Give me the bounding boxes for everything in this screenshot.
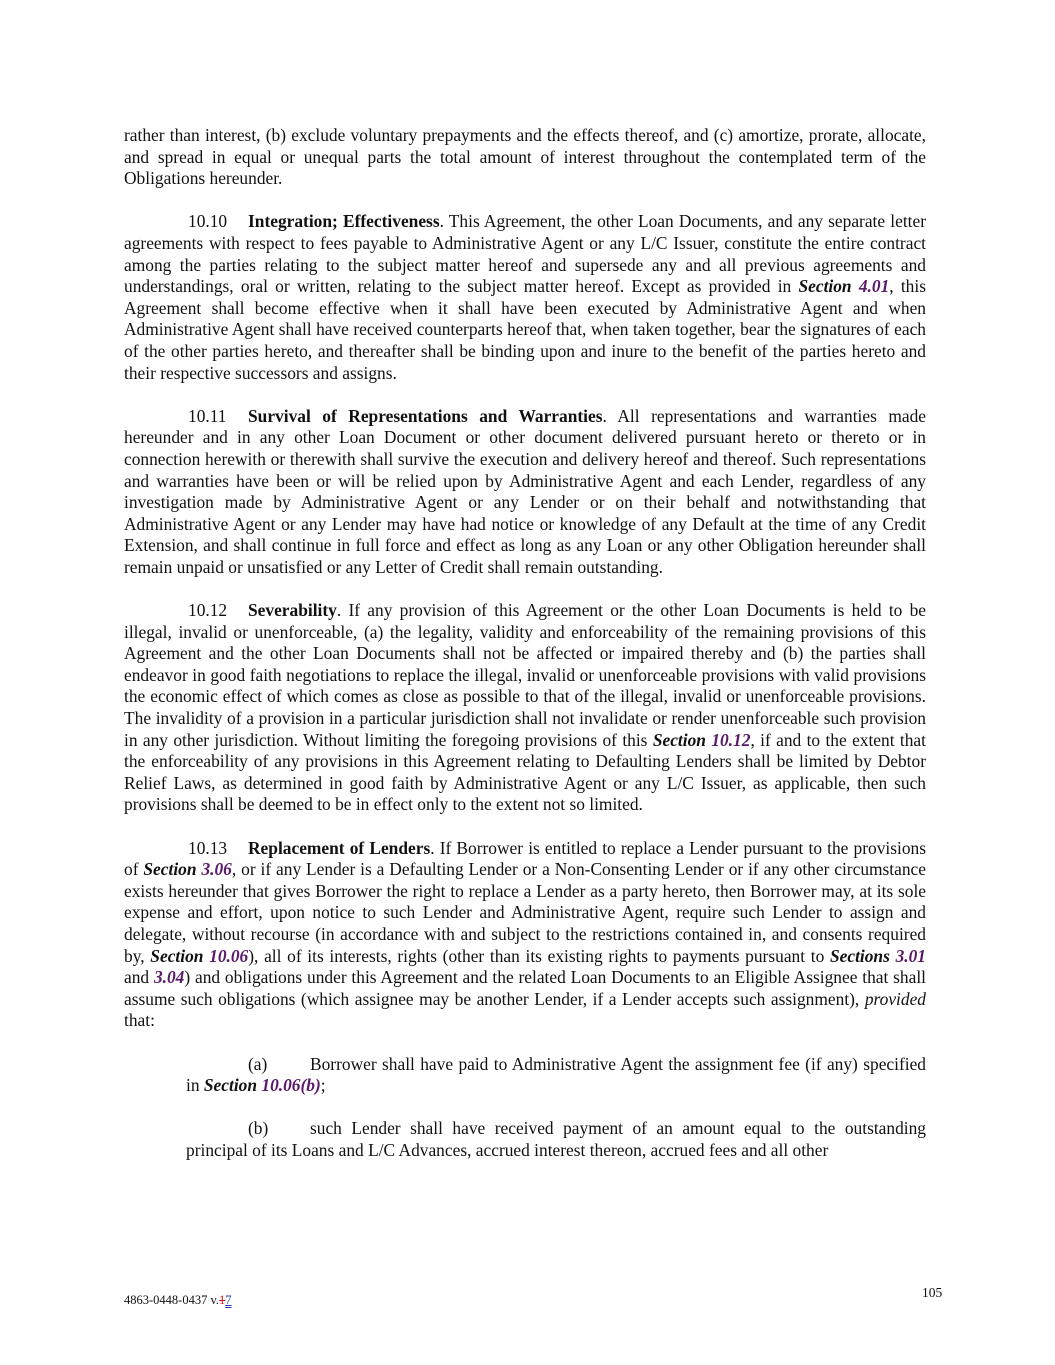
paragraph-text: , or if any Lender is a Defaulting Lender or a Non-Consenting Lender or if any other circumstance exists hereunder that gives Borrower the right to replace a Lender as a party hereto, then Borrower may, at its sole expense and effort, upon notice to such Lender and Administrative Agent, require such Lender to assign and delegate, without recourse (in accordance with and subject to the restrictions contained in, and consents required by, [124, 859, 926, 966]
xref-label: Sections [829, 945, 890, 966]
emphasis-provided: provided [864, 988, 926, 1009]
subclause-label: (b) [248, 1118, 269, 1139]
section-10-12 [124, 600, 926, 816]
section-number: 10.13 [188, 837, 228, 858]
xref-link-10-06-b[interactable]: 10.06(b) [261, 1075, 321, 1096]
xref-link-3-01[interactable]: 3.01 [895, 945, 926, 966]
xref-link-4-01[interactable]: 4.01 [858, 276, 890, 297]
subclause-label: (a) [248, 1053, 268, 1074]
section-10-10 [124, 211, 926, 384]
section-number: 10.12 [188, 600, 228, 621]
xref-link-10-06[interactable]: 10.06 [209, 945, 249, 966]
section-heading: Integration; Effectiveness [248, 211, 440, 232]
paragraph-text: that: [124, 1010, 155, 1031]
continuation-paragraph [124, 125, 926, 190]
paragraph-text: , this Agreement shall become effective when it shall have been executed by Administrative Agent and when Administrative Agent shall have received counterparts hereof that, when taken together, bear the signatures of each of the other parties hereto, and thereafter shall be binding upon and inure to the benefit of the parties hereto and their respective successors and assigns. [124, 276, 926, 383]
subclause-b [186, 1118, 926, 1161]
paragraph-text: ), all of its interests, rights (other than its existing rights to payments pursuant to [248, 945, 830, 966]
doc-id-text: 4863-0448-0437 v. [124, 1293, 220, 1307]
paragraph-text: and [124, 967, 154, 988]
subclause-a [186, 1054, 926, 1097]
footer-document-id [124, 1292, 232, 1308]
section-heading: Replacement of Lenders [248, 837, 431, 858]
section-heading: Severability [248, 600, 337, 621]
paragraph-text: such Lender shall have received payment of an amount equal to the outstanding principal of its Loans and L/C Advances, accrued interest thereon, accrued fees and all other [186, 1118, 926, 1160]
paragraph-text: . All representations and warranties made hereunder and in any other Loan Document or other document delivered pursuant hereto or thereto or in connection herewith or therewith shall survive the execution and delivery hereof and thereof. Such representations and warranties have been or will be relied upon by Administrative Agent and each Lender, regardless of any investigation made by Administrative Agent or any Lender or on their behalf and notwithstanding that Administrative Agent or any Lender may have had notice or knowledge of any Default at the time of any Credit Extension, and shall continue in full force and effect as long as any Loan or any other Obligation hereunder shall remain unpaid or unsatisfied or any Letter of Credit shall remain outstanding. [124, 405, 927, 577]
xref-label: Section [652, 729, 706, 750]
paragraph-text: ) and obligations under this Agreement and the related Loan Documents to an Eligible Assignee that shall assume such obligations (which assignee may be another Lender, if a Lender accepts such assignment), [124, 967, 926, 1009]
version-deleted: 1 [219, 1293, 226, 1307]
xref-label: Section [798, 276, 852, 297]
paragraph-text: . If any provision of this Agreement or the other Loan Documents is held to be illegal, invalid or unenforceable, (a) the legality, validity and enforceability of the remaining provisions of this Agreement and the other Loan Documents shall not be affected or impaired thereby and (b) the parties shall endeavor in good faith negotiations to replace the illegal, invalid or unenforceable provisions with valid provisions the economic effect of which comes as close as possible to that of the illegal, invalid or unenforceable provisions. The invalidity of a provision in a particular jurisdiction shall not invalidate or render unenforceable such provision in any other jurisdiction. Without limiting the foregoing provisions of this [124, 600, 926, 750]
xref-link-3-04[interactable]: 3.04 [153, 967, 185, 988]
document-body [124, 125, 926, 1183]
paragraph-text: , if and to the extent that the enforceability of any provisions in this Agreement relating to Defaulting Lenders shall be limited by Debtor Relief Laws, as determined in good faith by Administrative Agent or any L/C Issuer, as applicable, then such provisions shall be deemed to be in effect only to the extent not so limited. [124, 729, 926, 815]
xref-label: Section [203, 1075, 258, 1096]
xref-link-3-06[interactable]: 3.06 [201, 859, 232, 880]
page-number: 105 [922, 1285, 943, 1300]
paragraph-text: . If Borrower is entitled to replace a Lender pursuant to the provisions of [124, 837, 926, 880]
section-heading: Survival of Representations and Warranties [248, 405, 603, 426]
xref-label: Section [150, 945, 204, 966]
version-inserted: 7 [225, 1293, 232, 1307]
section-10-11 [124, 406, 926, 579]
section-number: 10.10 [188, 211, 228, 232]
paragraph-text: rather than interest, (b) exclude voluntary prepayments and the effects thereof, and (c) amortize, prorate, allocate, and spread in equal or unequal parts the total amount of interest throughout the contemplated term of the Obligations hereunder. [124, 125, 926, 189]
section-10-13 [124, 838, 926, 1032]
paragraph-text: . This Agreement, the other Loan Documents, and any separate letter agreements with respect to fees payable to Administrative Agent or any L/C Issuer, constitute the entire contract among the parties relating to the subject matter hereof and supersede any and all previous agreements and understandings, oral or written, relating to the subject matter hereof. Except as provided in [124, 211, 926, 297]
section-number: 10.11 [188, 405, 227, 426]
paragraph-text: Borrower shall have paid to Administrative Agent the assignment fee (if any) specified in [186, 1053, 926, 1096]
paragraph-text: ; [320, 1075, 326, 1096]
xref-label: Section [143, 859, 197, 880]
xref-link-10-12[interactable]: 10.12 [711, 729, 751, 750]
